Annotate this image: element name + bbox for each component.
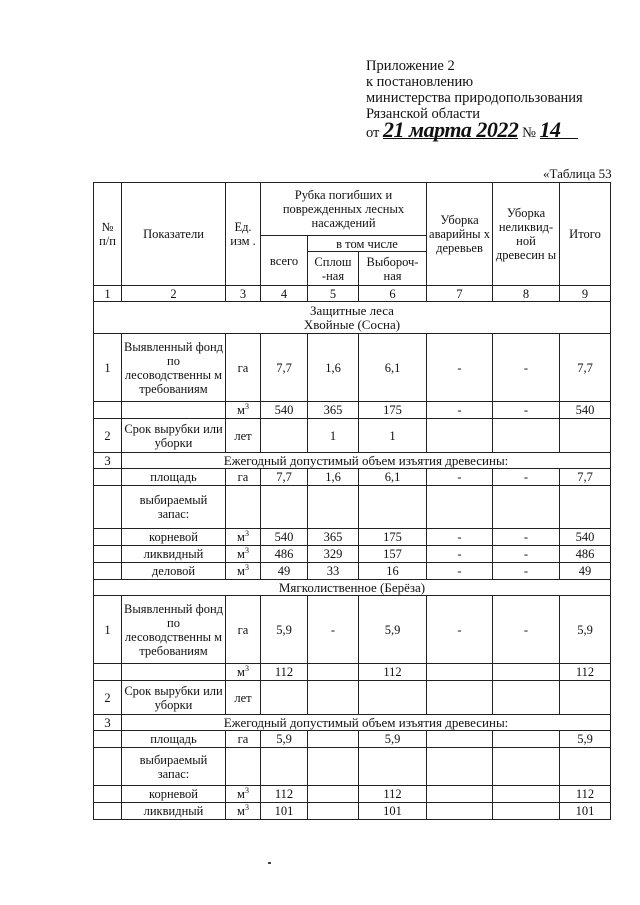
- row-unit: га: [226, 596, 261, 664]
- row-num: 2: [94, 419, 122, 453]
- annual-label: Ежегодный допустимый объем изъятия древесины:: [122, 715, 611, 731]
- row-num: [94, 786, 122, 803]
- row-num: [94, 748, 122, 786]
- cell-illiquid: [493, 419, 560, 453]
- row-num: [94, 803, 122, 820]
- cell-emergency: -: [427, 596, 493, 664]
- table-row: [94, 664, 611, 681]
- row-unit: лет: [226, 419, 261, 453]
- table-row: [94, 469, 611, 486]
- row-num: [94, 731, 122, 748]
- table-row: [94, 402, 611, 419]
- row-label: Выявленный фонд по лесоводственны м требованиям: [122, 596, 226, 664]
- table-row: [94, 563, 611, 580]
- row-label: Срок вырубки или уборки: [122, 419, 226, 453]
- col-number: 2: [122, 286, 226, 302]
- table-title: «Таблица 53: [543, 166, 612, 181]
- date-number-line: [366, 117, 626, 142]
- cell-clear: 1,6: [308, 469, 359, 486]
- row-unit: га: [226, 731, 261, 748]
- table-row: [94, 715, 611, 731]
- col-clear-header: Сплош -ная: [308, 252, 359, 286]
- cell-clear: 1,6: [308, 334, 359, 402]
- table-row: [94, 334, 611, 402]
- data-table: [93, 182, 611, 820]
- row-label: Срок вырубки или уборки: [122, 681, 226, 715]
- cell-total: 7,7: [261, 334, 308, 402]
- cell-sum: 7,7: [560, 469, 611, 486]
- row-num: [94, 563, 122, 580]
- row-label: ликвидный: [122, 803, 226, 820]
- cell-illiquid: -: [493, 546, 560, 563]
- col-number: 4: [261, 286, 308, 302]
- col-illiquid-header: Уборка неликвид- ной древесин ы: [493, 183, 560, 286]
- unit-text: м: [237, 665, 245, 679]
- table-row: [94, 786, 611, 803]
- row-unit: [226, 486, 261, 529]
- col-emergency-header: Уборка аварийны х деревьев: [427, 183, 493, 286]
- unit-text: м: [237, 547, 245, 561]
- cell-selective: 175: [359, 402, 427, 419]
- group-title: Мягколиственное (Берёза): [94, 580, 611, 596]
- table-row: [94, 486, 611, 529]
- row-num: 3: [94, 453, 122, 469]
- cell-selective: 5,9: [359, 596, 427, 664]
- cell-illiquid: [493, 786, 560, 803]
- cell-selective: 6,1: [359, 469, 427, 486]
- cell-emergency: -: [427, 563, 493, 580]
- cell-clear: 1: [308, 419, 359, 453]
- cell-emergency: [427, 803, 493, 820]
- cell-selective: 101: [359, 803, 427, 820]
- row-num: [94, 664, 122, 681]
- cell-total: 486: [261, 546, 308, 563]
- row-unit: га: [226, 334, 261, 402]
- table-row: [94, 803, 611, 820]
- cell-emergency: -: [427, 529, 493, 546]
- col-number-row: [94, 286, 611, 302]
- cell-total: 112: [261, 664, 308, 681]
- cell-total: 112: [261, 786, 308, 803]
- table-row: [94, 453, 611, 469]
- cell-total: 101: [261, 803, 308, 820]
- row-unit: лет: [226, 681, 261, 715]
- cell-selective: 5,9: [359, 731, 427, 748]
- row-label: выбираемый запас:: [122, 486, 226, 529]
- cell-emergency: [427, 419, 493, 453]
- cell-illiquid: -: [493, 596, 560, 664]
- cell-total: 540: [261, 402, 308, 419]
- cell-sum: 486: [560, 546, 611, 563]
- cell-total: 5,9: [261, 596, 308, 664]
- row-num: [94, 546, 122, 563]
- cell-sum: [560, 681, 611, 715]
- col-number: 3: [226, 286, 261, 302]
- col-including-header: в том числе: [308, 236, 427, 252]
- cell-illiquid: [493, 803, 560, 820]
- unit-sup: 3: [244, 562, 249, 572]
- row-unit: [226, 664, 261, 681]
- col-number: 7: [427, 286, 493, 302]
- row-label: ликвидный: [122, 546, 226, 563]
- cell-clear: 365: [308, 402, 359, 419]
- row-unit: [226, 748, 261, 786]
- row-num: [94, 486, 122, 529]
- row-unit: [226, 529, 261, 546]
- row-num: 1: [94, 334, 122, 402]
- row-label: деловой: [122, 563, 226, 580]
- cell-total: 540: [261, 529, 308, 546]
- row-unit: [226, 786, 261, 803]
- unit-sup: 3: [244, 528, 249, 538]
- cell-sum: 112: [560, 786, 611, 803]
- col-indicator-header: Показатели: [122, 183, 226, 286]
- cell-emergency: -: [427, 334, 493, 402]
- cell-selective: [359, 681, 427, 715]
- cell-sum: 7,7: [560, 334, 611, 402]
- unit-sup: 3: [244, 785, 249, 795]
- unit-text: м: [237, 564, 245, 578]
- section-row: [94, 580, 611, 596]
- row-num: 2: [94, 681, 122, 715]
- cell-clear: -: [308, 596, 359, 664]
- cell-sum: 101: [560, 803, 611, 820]
- cell-clear: [308, 803, 359, 820]
- unit-sup: 3: [244, 663, 249, 673]
- cell-emergency: [427, 786, 493, 803]
- unit-sup: 3: [244, 802, 249, 812]
- cell-clear: 33: [308, 563, 359, 580]
- row-num: [94, 402, 122, 419]
- cell-sum: 5,9: [560, 596, 611, 664]
- col-number: 8: [493, 286, 560, 302]
- table-row: [94, 681, 611, 715]
- col-number: 1: [94, 286, 122, 302]
- number-label: №: [522, 125, 536, 141]
- row-num: 1: [94, 596, 122, 664]
- table-row: [94, 748, 611, 786]
- cell-illiquid: [493, 681, 560, 715]
- cell-sum: 540: [560, 402, 611, 419]
- handwritten-date: 21 марта 2022: [383, 117, 519, 142]
- cell-total: [261, 419, 308, 453]
- row-label: [122, 664, 226, 681]
- table-row: [94, 529, 611, 546]
- section-title-cell: [94, 302, 611, 334]
- cell-clear: 329: [308, 546, 359, 563]
- cell-total: 7,7: [261, 469, 308, 486]
- cell-illiquid: -: [493, 469, 560, 486]
- col-sum-header: Итого: [560, 183, 611, 286]
- cell-clear: [308, 664, 359, 681]
- cell-illiquid: [493, 664, 560, 681]
- row-label: площадь: [122, 469, 226, 486]
- unit-sup: 3: [244, 545, 249, 555]
- col-total-header: всего: [261, 236, 308, 286]
- cell-illiquid: -: [493, 563, 560, 580]
- appendix-line: Рязанской области: [366, 106, 480, 122]
- cell-emergency: -: [427, 402, 493, 419]
- section-row: [94, 302, 611, 334]
- row-label: Выявленный фонд по лесоводственны м требованиям: [122, 334, 226, 402]
- row-num: [94, 529, 122, 546]
- row-label: выбираемый запас:: [122, 748, 226, 786]
- cell-illiquid: -: [493, 334, 560, 402]
- annual-label: Ежегодный допустимый объем изъятия древесины:: [122, 453, 611, 469]
- cell-illiquid: [493, 731, 560, 748]
- row-label: [122, 402, 226, 419]
- cell-selective: 112: [359, 664, 427, 681]
- col-number: 5: [308, 286, 359, 302]
- appendix-line: к постановлению: [366, 74, 474, 90]
- unit-sup: 3: [244, 401, 249, 411]
- cell-sum: 5,9: [560, 731, 611, 748]
- section-title: Защитные леса: [310, 302, 394, 318]
- table-row: [94, 596, 611, 664]
- cell-clear: [308, 731, 359, 748]
- cell-emergency: [427, 731, 493, 748]
- col-number: 6: [359, 286, 427, 302]
- cell-sum: 112: [560, 664, 611, 681]
- unit-text: м: [237, 403, 245, 417]
- cell-selective: 6,1: [359, 334, 427, 402]
- table-row: [94, 731, 611, 748]
- row-label: площадь: [122, 731, 226, 748]
- cell-selective: 16: [359, 563, 427, 580]
- cell-emergency: [427, 681, 493, 715]
- appendix-line: министерства природопользования: [366, 90, 583, 106]
- table-row: [94, 546, 611, 563]
- cell-total: [261, 681, 308, 715]
- cell-selective: 157: [359, 546, 427, 563]
- row-label: корневой: [122, 529, 226, 546]
- cell-selective: 175: [359, 529, 427, 546]
- row-label: корневой: [122, 786, 226, 803]
- row-unit: га: [226, 469, 261, 486]
- row-unit: [226, 546, 261, 563]
- cell-clear: [308, 681, 359, 715]
- group-title: Хвойные (Сосна): [303, 316, 401, 332]
- cell-emergency: -: [427, 469, 493, 486]
- col-selective-header: Выбороч- ная: [359, 252, 427, 286]
- cell-emergency: -: [427, 546, 493, 563]
- from-label: от: [366, 125, 380, 141]
- table-row: [94, 419, 611, 453]
- unit-text: м: [237, 804, 245, 818]
- appendix-header: [366, 58, 626, 141]
- cell-illiquid: -: [493, 529, 560, 546]
- cell-sum: 540: [560, 529, 611, 546]
- cell-sum: 49: [560, 563, 611, 580]
- col-felling-header: Рубка погибших и поврежденных лесных насаждений: [261, 183, 427, 236]
- cell-clear: [308, 786, 359, 803]
- cell-sum: [560, 419, 611, 453]
- header-row: [94, 183, 611, 236]
- cell-total: 49: [261, 563, 308, 580]
- unit-text: м: [237, 530, 245, 544]
- cell-emergency: [427, 664, 493, 681]
- cell-selective: 1: [359, 419, 427, 453]
- cell-total: 5,9: [261, 731, 308, 748]
- row-unit: [226, 402, 261, 419]
- handwritten-number: 14: [540, 122, 578, 139]
- page-dot: [268, 862, 271, 864]
- cell-illiquid: -: [493, 402, 560, 419]
- col-number: 9: [560, 286, 611, 302]
- appendix-line: Приложение 2: [366, 58, 455, 74]
- row-num: [94, 469, 122, 486]
- cell-clear: 365: [308, 529, 359, 546]
- cell-selective: 112: [359, 786, 427, 803]
- col-unit-header: Ед. изм .: [226, 183, 261, 286]
- row-unit: [226, 803, 261, 820]
- row-num: 3: [94, 715, 122, 731]
- unit-text: м: [237, 787, 245, 801]
- col-num-header: № п/п: [94, 183, 122, 286]
- row-unit: [226, 563, 261, 580]
